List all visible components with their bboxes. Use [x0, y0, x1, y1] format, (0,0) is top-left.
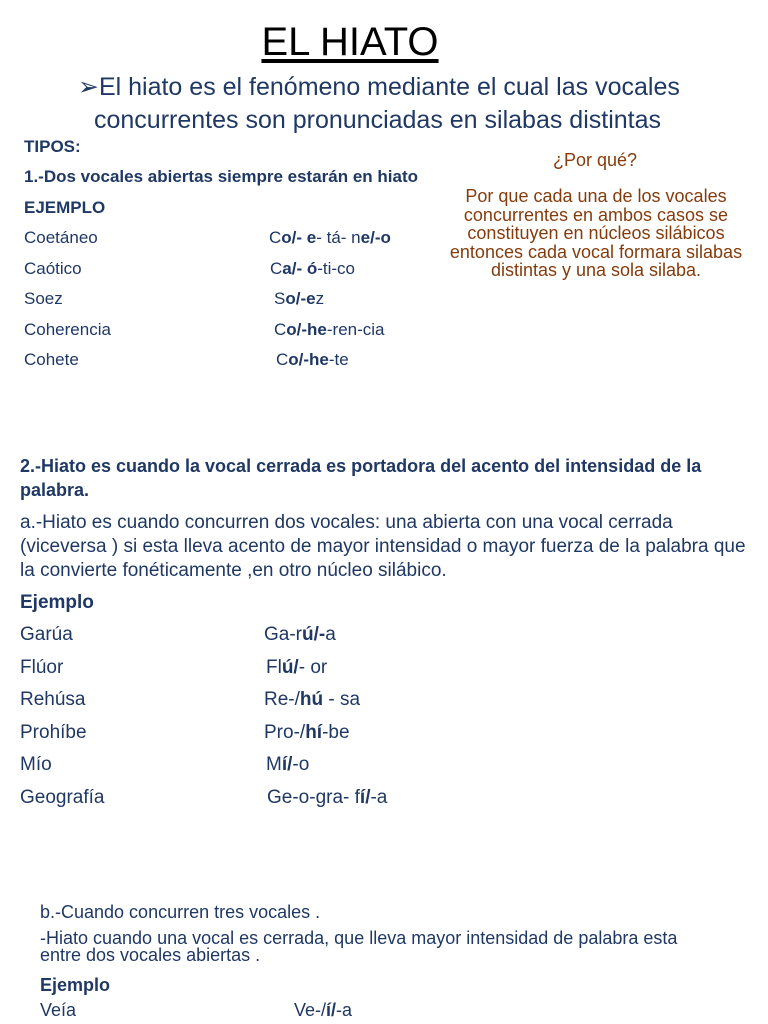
example-syllables — [267, 787, 387, 809]
example-syllables — [276, 350, 349, 370]
example-syllables — [266, 754, 309, 776]
example-word: Flúor — [20, 656, 64, 678]
section3-b-text: b.-Cuando concurren tres vocales . — [40, 902, 321, 922]
syllable-part: Re-/ — [264, 689, 300, 710]
syllable-hiatus-part: hú — [299, 689, 324, 710]
syllable-part: - sa — [323, 689, 361, 710]
syllable-part: - or — [298, 656, 328, 678]
section3-c-text: -Hiato cuando una vocal es cerrada, que lleva mayor intensidad de palabra esta entre dos vocales abiertas . — [40, 928, 678, 965]
syllable-part: a — [325, 624, 336, 645]
syllable-part: - tá- n — [316, 228, 361, 247]
section2-heading: 2.-Hiato es cuando la vocal cerrada es portadora del acento del intensidad de la palabra. — [20, 456, 702, 500]
intro-line-2: concurrentes son pronunciadas en silabas distintas — [94, 106, 662, 134]
section1-heading: 1.-Dos vocales abiertas siempre estarán en hiato — [24, 167, 419, 186]
syllable-hiatus-part: í/ — [326, 1000, 337, 1020]
example-syllables — [264, 722, 350, 744]
section2-a-text: a.-Hiato es cuando concurren dos vocales: una abierta con una vocal cerrada (viceversa ) si esta lleva acento de mayor intensidad o mayor fuerza de la palabra que la convierte fonéticamente ,en otro núcleo silábico. — [20, 512, 746, 581]
tipos-label: TIPOS: — [24, 137, 81, 156]
syllable-hiatus-part: ú/ — [281, 656, 299, 678]
syllable-part: Pro-/ — [264, 721, 306, 743]
example-word: Garúa — [20, 624, 73, 645]
syllable-hiatus-part: o/-he — [288, 350, 329, 369]
syllable-part: Ga-r — [264, 624, 302, 645]
syllable-part: C — [269, 228, 282, 247]
arrow-bullet-icon: ➢ — [78, 73, 99, 101]
syllable-part: S — [274, 289, 286, 308]
syllable-part: C — [270, 258, 283, 278]
syllable-part: C — [276, 350, 289, 369]
syllable-hiatus-part: e/-o — [360, 228, 391, 247]
syllable-hiatus-part: í/ — [359, 786, 371, 808]
section1-ejemplo-label: EJEMPLO — [24, 198, 106, 217]
syllable-hiatus-part: o/-he — [286, 319, 327, 339]
example-syllables — [274, 289, 324, 309]
example-word: Coherencia — [24, 319, 111, 339]
syllable-part: -o — [292, 754, 310, 775]
example-syllables — [266, 657, 327, 679]
syllable-part: C — [274, 319, 287, 339]
syllable-part: Fl — [266, 656, 282, 678]
section2-ejemplo-label: Ejemplo — [20, 592, 94, 613]
syllable-part: -ren-cia — [326, 319, 385, 339]
syllable-hiatus-part: a/- ó — [282, 258, 318, 278]
syllable-part: -a — [370, 786, 388, 808]
syllable-part: M — [266, 754, 282, 775]
intro-line-1 — [78, 72, 680, 102]
example-syllables — [294, 1000, 352, 1021]
syllable-part: -a — [336, 1000, 353, 1020]
example-syllables — [264, 689, 360, 711]
example-word: Mío — [20, 754, 52, 775]
example-syllables — [270, 259, 355, 279]
example-word: Rehúsa — [20, 689, 86, 710]
syllable-hiatus-part: o/-e — [285, 289, 316, 308]
syllable-part: Ge-o-gra- f — [267, 786, 360, 808]
example-word: Cohete — [24, 350, 79, 369]
syllable-part: Ve-/ — [294, 1000, 327, 1020]
syllable-hiatus-part: ú/- — [302, 624, 326, 645]
example-syllables — [269, 228, 391, 248]
example-syllables — [264, 624, 336, 646]
example-syllables — [274, 320, 385, 340]
section3-ejemplo-label: Ejemplo — [40, 975, 111, 995]
syllable-part: -te — [328, 350, 349, 369]
example-word: Coetáneo — [24, 228, 98, 247]
example-word: Veía — [40, 1000, 77, 1020]
syllable-part: z — [315, 289, 325, 308]
example-word: Caótico — [24, 258, 82, 278]
example-word: Prohíbe — [20, 721, 87, 743]
example-word: Soez — [24, 289, 63, 308]
why-title: ¿Por qué? — [552, 150, 638, 170]
intro-text-1: El hiato es el fenómeno mediante el cual las vocales — [98, 73, 680, 101]
syllable-hiatus-part: o/- e — [281, 228, 317, 247]
syllable-part: -be — [322, 721, 350, 743]
example-word: Geografía — [20, 786, 105, 808]
page-title: EL HIATO — [261, 20, 439, 64]
syllable-hiatus-part: í/ — [281, 754, 293, 775]
why-body: Por que cada una de los vocales concurrentes en ambos casos se constituyen en núcleos silábicos entonces cada vocal formara silabas distintas y una sola silaba. — [449, 186, 743, 280]
syllable-hiatus-part: hí — [305, 721, 323, 743]
syllable-part: -ti-co — [317, 258, 356, 278]
